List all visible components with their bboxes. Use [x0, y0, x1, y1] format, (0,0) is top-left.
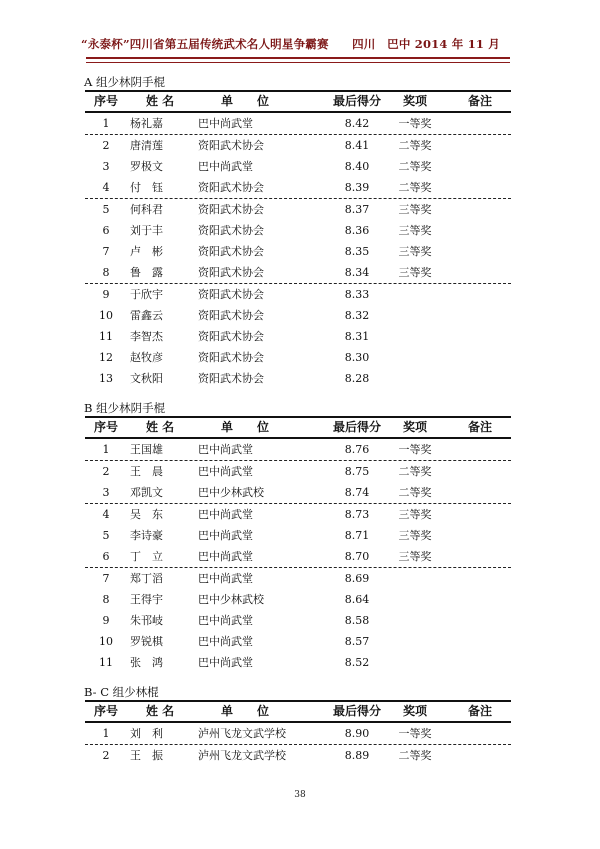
col-header-note: 备注	[467, 420, 492, 434]
cell-score: 8.39	[344, 181, 370, 194]
cell-name: 王 振	[130, 749, 163, 762]
table-row	[85, 652, 511, 673]
header-rule-thin	[86, 62, 510, 63]
cell-unit: 巴中尚武堂	[198, 443, 253, 456]
cell-unit: 巴中尚武堂	[198, 656, 253, 669]
table-header-row	[85, 418, 511, 437]
cell-no: 11	[99, 656, 113, 669]
cell-unit: 资阳武术协会	[198, 330, 264, 343]
table-row	[85, 568, 511, 589]
table-row	[85, 482, 511, 503]
cell-score: 8.75	[344, 465, 370, 478]
col-header-award: 奖项	[402, 94, 427, 108]
cell-name: 何科君	[130, 203, 163, 216]
table-row	[85, 347, 511, 368]
cell-score: 8.30	[344, 351, 370, 364]
table-row	[85, 723, 511, 744]
cell-name: 赵牧彦	[130, 351, 163, 364]
cell-name: 卢 彬	[130, 245, 163, 258]
table-header-row	[85, 92, 511, 111]
table-row	[85, 262, 511, 283]
cell-name: 罗极文	[130, 160, 163, 173]
cell-score: 8.33	[344, 288, 370, 301]
cell-no: 3	[102, 160, 110, 173]
results-table-b	[85, 416, 511, 673]
cell-no: 3	[102, 486, 110, 499]
table-row	[85, 631, 511, 652]
cell-name: 朱邗岐	[130, 614, 163, 627]
cell-unit: 资阳武术协会	[198, 139, 264, 152]
cell-name: 鲁 露	[130, 266, 163, 279]
col-header-name: 姓 名	[146, 420, 175, 434]
cell-award: 三等奖	[398, 224, 432, 237]
cell-score: 8.69	[344, 572, 370, 585]
cell-score: 8.52	[344, 656, 370, 669]
cell-score: 8.28	[344, 372, 370, 385]
cell-award: 一等奖	[398, 443, 432, 456]
cell-unit: 巴中尚武堂	[198, 160, 253, 173]
cell-name: 王得宇	[130, 593, 163, 606]
table-row	[85, 177, 511, 198]
col-header-name: 姓 名	[146, 94, 175, 108]
cell-unit: 泸州飞龙文武学校	[198, 727, 286, 740]
table-row	[85, 156, 511, 177]
cell-no: 1	[102, 443, 110, 456]
cell-no: 2	[102, 465, 110, 478]
cell-no: 8	[102, 266, 110, 279]
table-row	[85, 241, 511, 262]
cell-no: 10	[99, 635, 113, 648]
cell-name: 李智杰	[130, 330, 163, 343]
cell-unit: 资阳武术协会	[198, 266, 264, 279]
cell-unit: 巴中少林武校	[198, 593, 264, 606]
cell-score: 8.90	[344, 727, 370, 740]
cell-score: 8.41	[344, 139, 370, 152]
cell-score: 8.34	[344, 266, 370, 279]
cell-no: 1	[102, 117, 110, 130]
cell-award: 一等奖	[398, 117, 432, 130]
cell-unit: 资阳武术协会	[198, 288, 264, 301]
cell-name: 郑丁滔	[130, 572, 163, 585]
cell-no: 9	[102, 614, 110, 627]
header-rule-thick	[86, 57, 510, 59]
table-row	[85, 326, 511, 347]
table-row	[85, 525, 511, 546]
results-table-a	[85, 90, 511, 389]
cell-score: 8.42	[344, 117, 370, 130]
cell-unit: 巴中尚武堂	[198, 550, 253, 563]
section-title-bc: B- C 组少林棍	[84, 685, 159, 699]
cell-unit: 巴中尚武堂	[198, 508, 253, 521]
cell-no: 2	[102, 139, 110, 152]
cell-score: 8.31	[344, 330, 370, 343]
section-title-b: B 组少林阴手棍	[84, 401, 166, 415]
cell-unit: 巴中尚武堂	[198, 572, 253, 585]
cell-unit: 资阳武术协会	[198, 309, 264, 322]
cell-name: 王 晨	[130, 465, 163, 478]
cell-no: 12	[99, 351, 113, 364]
table-row	[85, 199, 511, 220]
col-header-score: 最后得分	[332, 704, 381, 718]
cell-award: 二等奖	[398, 181, 432, 194]
table-row	[85, 305, 511, 326]
col-header-note: 备注	[467, 94, 492, 108]
col-header-unit: 单 位	[220, 704, 269, 718]
cell-score: 8.58	[344, 614, 370, 627]
cell-name: 雷鑫云	[130, 309, 163, 322]
cell-unit: 资阳武术协会	[198, 372, 264, 385]
cell-name: 刘 利	[130, 727, 163, 740]
cell-score: 8.70	[344, 550, 370, 563]
cell-score: 8.37	[344, 203, 370, 216]
cell-no: 1	[102, 727, 110, 740]
cell-score: 8.36	[344, 224, 370, 237]
cell-name: 李诗豪	[130, 529, 163, 542]
cell-no: 10	[99, 309, 113, 322]
col-header-no: 序号	[93, 704, 118, 718]
cell-no: 7	[102, 572, 110, 585]
col-header-score: 最后得分	[332, 420, 381, 434]
col-header-score: 最后得分	[332, 94, 381, 108]
cell-no: 4	[102, 181, 110, 194]
cell-award: 二等奖	[398, 465, 432, 478]
cell-score: 8.89	[344, 749, 370, 762]
cell-award: 三等奖	[398, 550, 432, 563]
cell-award: 三等奖	[398, 245, 432, 258]
cell-score: 8.74	[344, 486, 370, 499]
cell-no: 11	[99, 330, 113, 343]
cell-unit: 巴中尚武堂	[198, 465, 253, 478]
cell-award: 三等奖	[398, 266, 432, 279]
table-row	[85, 546, 511, 567]
cell-name: 刘于丰	[130, 224, 163, 237]
cell-name: 付 钰	[130, 181, 163, 194]
cell-no: 2	[102, 749, 110, 762]
results-table-bc	[85, 700, 511, 766]
table-row	[85, 439, 511, 460]
col-header-no: 序号	[93, 420, 118, 434]
table-row	[85, 745, 511, 766]
col-header-name: 姓 名	[146, 704, 175, 718]
cell-score: 8.64	[344, 593, 370, 606]
cell-unit: 巴中尚武堂	[198, 529, 253, 542]
col-header-no: 序号	[93, 94, 118, 108]
table-row	[85, 610, 511, 631]
cell-unit: 巴中尚武堂	[198, 614, 253, 627]
cell-unit: 巴中少林武校	[198, 486, 264, 499]
cell-score: 8.71	[344, 529, 370, 542]
table-row	[85, 220, 511, 241]
cell-award: 一等奖	[398, 727, 432, 740]
col-header-unit: 单 位	[220, 94, 269, 108]
table-row	[85, 113, 511, 134]
cell-score: 8.57	[344, 635, 370, 648]
cell-name: 唐清莲	[130, 139, 163, 152]
cell-unit: 资阳武术协会	[198, 203, 264, 216]
cell-no: 7	[102, 245, 110, 258]
cell-unit: 资阳武术协会	[198, 224, 264, 237]
table-row	[85, 504, 511, 525]
cell-no: 8	[102, 593, 110, 606]
cell-name: 吴 东	[130, 508, 163, 521]
cell-name: 丁 立	[130, 550, 163, 563]
cell-name: 张 鸿	[130, 656, 163, 669]
cell-award: 三等奖	[398, 203, 432, 216]
cell-award: 二等奖	[398, 749, 432, 762]
cell-unit: 泸州飞龙文武学校	[198, 749, 286, 762]
cell-name: 王国雄	[130, 443, 163, 456]
cell-no: 6	[102, 550, 110, 563]
cell-unit: 巴中尚武堂	[198, 117, 253, 130]
cell-award: 二等奖	[398, 139, 432, 152]
cell-name: 邓凯文	[130, 486, 163, 499]
table-row	[85, 368, 511, 389]
cell-unit: 资阳武术协会	[198, 181, 264, 194]
table-row	[85, 461, 511, 482]
cell-award: 二等奖	[398, 486, 432, 499]
cell-unit: 资阳武术协会	[198, 245, 264, 258]
col-header-award: 奖项	[402, 704, 427, 718]
cell-score: 8.40	[344, 160, 370, 173]
cell-unit: 资阳武术协会	[198, 351, 264, 364]
cell-name: 杨礼嘉	[130, 117, 163, 130]
col-header-award: 奖项	[402, 420, 427, 434]
cell-score: 8.73	[344, 508, 370, 521]
table-row	[85, 589, 511, 610]
cell-unit: 巴中尚武堂	[198, 635, 253, 648]
cell-no: 5	[102, 203, 110, 216]
cell-score: 8.32	[344, 309, 370, 322]
cell-award: 二等奖	[398, 160, 432, 173]
cell-name: 文秋阳	[130, 372, 163, 385]
page-number: 38	[294, 790, 306, 800]
col-header-note: 备注	[467, 704, 492, 718]
cell-award: 三等奖	[398, 529, 432, 542]
table-header-row	[85, 702, 511, 721]
cell-score: 8.35	[344, 245, 370, 258]
cell-no: 4	[102, 508, 110, 521]
cell-name: 于欣宇	[130, 288, 163, 301]
cell-no: 6	[102, 224, 110, 237]
col-header-unit: 单 位	[220, 420, 269, 434]
cell-no: 5	[102, 529, 110, 542]
cell-name: 罗锐棋	[130, 635, 163, 648]
page-header-title: “永泰杯”四川省第五届传统武术名人明星争霸赛 四川 巴中 2014 年 11 月	[81, 37, 500, 51]
cell-no: 9	[102, 288, 110, 301]
cell-score: 8.76	[344, 443, 370, 456]
cell-award: 三等奖	[398, 508, 432, 521]
section-title-a: A 组少林阴手棍	[84, 75, 165, 89]
cell-no: 13	[99, 372, 113, 385]
table-row	[85, 284, 511, 305]
table-row	[85, 135, 511, 156]
